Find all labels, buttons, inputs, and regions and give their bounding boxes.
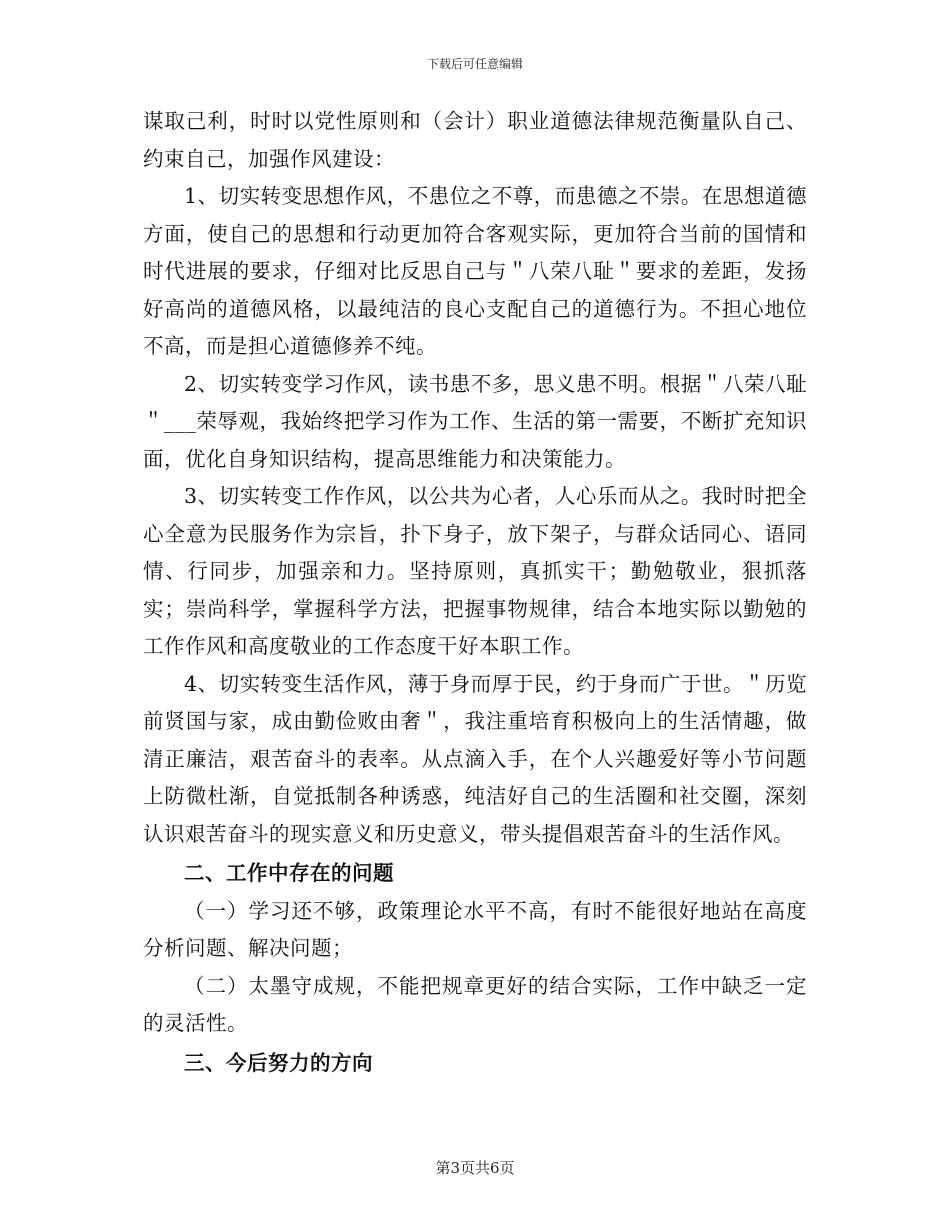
- page-number: 第3页共6页: [435, 1159, 515, 1177]
- page-header-note: 下载后可任意编辑: [426, 57, 523, 71]
- paragraph-intro: 谋取己利，时时以党性原则和（会计）职业道德法律规范衡量队自己、约束自己，加强作风建设：: [143, 109, 807, 171]
- paragraph-thought-style: 1、切实转变思想作风，不患位之不尊，而患德之不崇。在思想道德方面，使自己的思想和行动更加符合客观实际，更加符合当前的国情和时代进展的要求，仔细对比反思自己与＂八荣八耻＂要求的差距，发扬好高尚的道德风格，以最纯洁的良心支配自己的道德行为。不担心地位不高，而是担心道德修养不纯。: [143, 184, 807, 358]
- paragraph-life-style: 4、切实转变生活作风，薄于身而厚于民，约于身而广于世。＂历览前贤国与家，成由勤俭败由奢＂，我注重培育积极向上的生活情趣，做清正廉洁，艰苦奋斗的表率。从点滴入手，在个人兴趣爱好等小节问题上防微杜渐，自觉抵制各种诱惑，纯洁好自己的生活圈和社交圈，深刻认识艰苦奋斗的现实意义和历史意义，带头提倡艰苦奋斗的生活作风。: [143, 671, 807, 846]
- document-body: [143, 103, 807, 1082]
- paragraph-work-style: 3、切实转变工作作风，以公共为心者，人心乐而从之。我时时把全心全意为民服务作为宗旨，扑下身子，放下架子，与群众话同心、语同情、行同步，加强亲和力。坚持原则，真抓实干；勤勉敬业，狠抓落实；崇尚科学，掌握科学方法，把握事物规律，结合本地实际以勤勉的工作作风和高度敬业的工作态度干好本职工作。: [143, 484, 807, 658]
- paragraph-study-style: 2、切实转变学习作风，读书患不多，思义患不明。根据＂八荣八耻＂___荣辱观，我始终把学习作为工作、生活的第一需要，不断扩充知识面，优化自身知识结构，提高思维能力和决策能力。: [143, 371, 807, 471]
- section-heading-direction: 三、今后努力的方向: [184, 1050, 373, 1075]
- problem-item-2: （二）太墨守成规，不能把规章更好的结合实际，工作中缺乏一定的灵活性。: [143, 973, 807, 1035]
- problem-item-1: （一）学习还不够，政策理论水平不高，有时不能很好地站在高度分析问题、解决问题；: [143, 898, 807, 960]
- section-heading-problems: 二、工作中存在的问题: [184, 861, 394, 885]
